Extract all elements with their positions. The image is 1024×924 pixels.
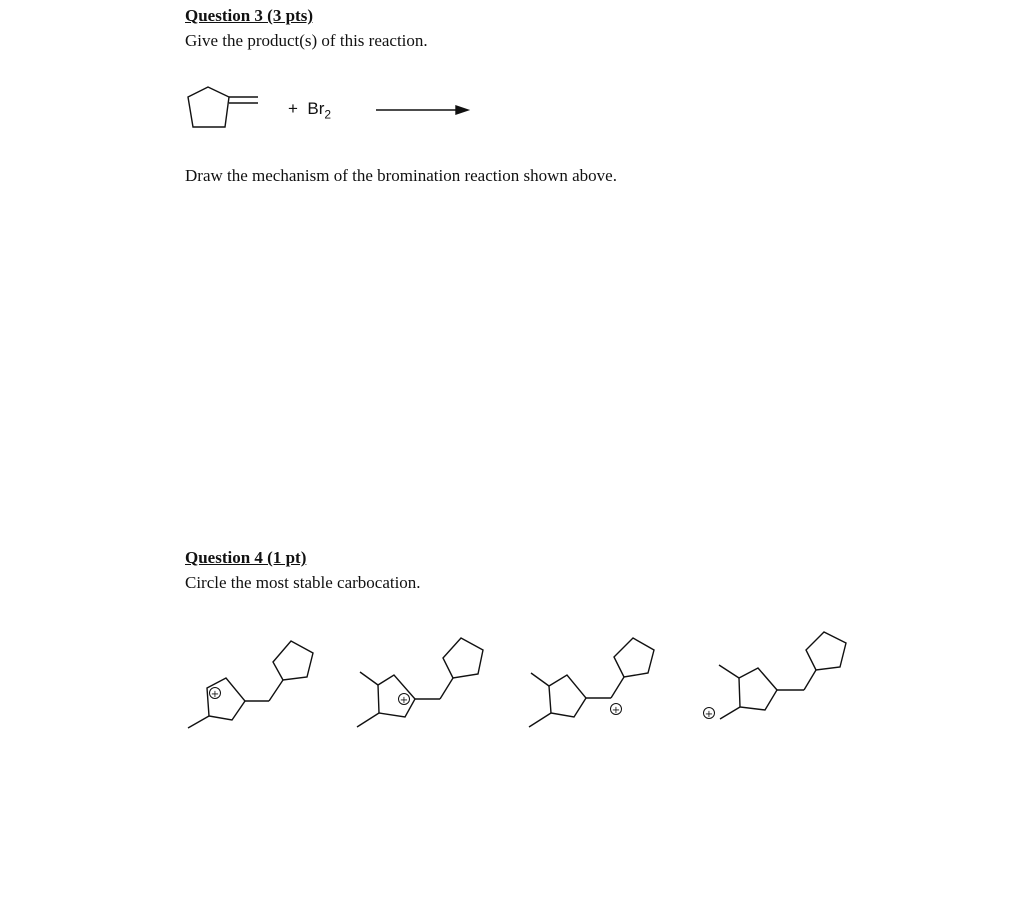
mechanism-prompt: Draw the mechanism of the bromination reaction shown above.: [185, 166, 617, 185]
question-4-title: Question 4 (1 pt): [185, 548, 307, 567]
positive-charge-symbol: +: [704, 709, 714, 720]
reagent-formula: Br: [307, 99, 325, 118]
carbocation-option-2: [357, 638, 483, 727]
question-4-prompt: Circle the most stable carbocation.: [185, 573, 421, 592]
question-3-prompt: Give the product(s) of this reaction.: [185, 31, 428, 50]
positive-charge-symbol: +: [210, 689, 220, 700]
carbocation-option-3: [529, 638, 654, 727]
question-3-title: Question 3 (3 pts): [185, 6, 313, 25]
reagent-subscript: 2: [324, 107, 332, 122]
positive-charge-symbol: +: [399, 695, 409, 706]
carbocation-option-4: [704, 632, 847, 720]
plus-sign: +: [288, 99, 298, 118]
positive-charge-symbol: +: [611, 705, 621, 716]
carbocation-option-1: [188, 641, 313, 728]
